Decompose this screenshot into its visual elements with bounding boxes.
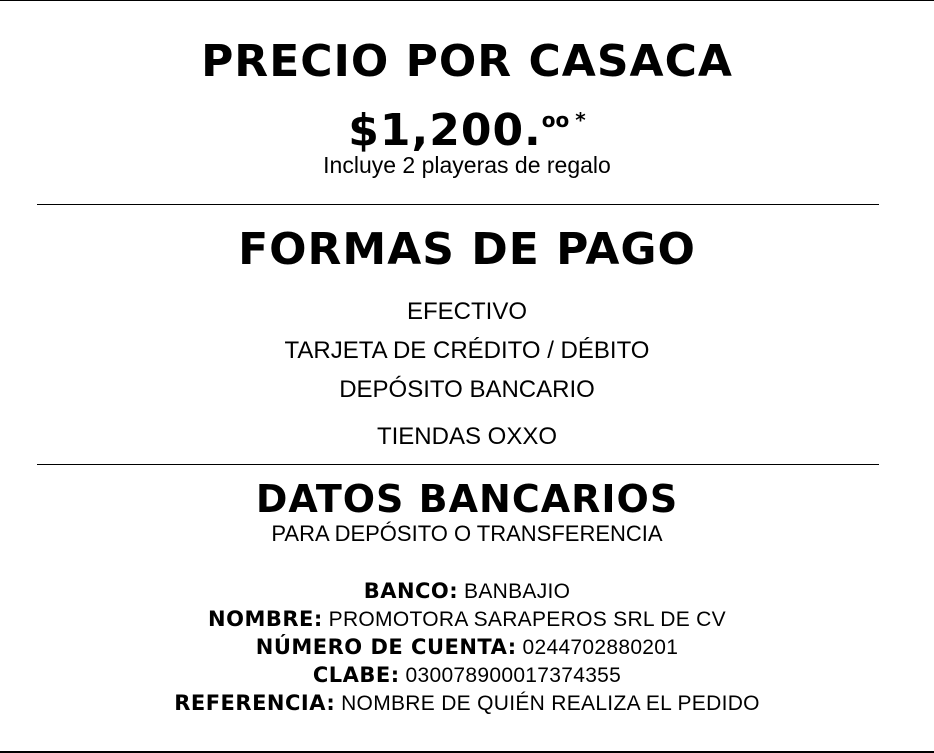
price-amount xyxy=(0,94,934,157)
bank-row-value: PROMOTORA SARAPEROS SRL DE CV xyxy=(328,608,726,631)
price-amount-value: $1,200. xyxy=(348,105,542,156)
payment-method: TARJETA DE CRÉDITO / DÉBITO xyxy=(284,337,650,364)
price-asterisk: * xyxy=(575,108,586,132)
bank-row-key: CLABE: xyxy=(312,663,400,687)
price-note: Incluye 2 playeras de regalo xyxy=(323,152,611,178)
bank-row-value: 030078900017374355 xyxy=(405,664,622,687)
divider xyxy=(37,204,879,205)
bank-row-clabe xyxy=(0,661,934,690)
bank-row-key: NOMBRE: xyxy=(208,607,323,631)
top-border xyxy=(0,0,934,1)
bank-row-banco xyxy=(0,577,934,606)
bank-row-nombre xyxy=(0,605,934,634)
payment-method: TIENDAS OXXO xyxy=(376,423,558,450)
bank-row-key: REFERENCIA: xyxy=(174,691,336,715)
divider xyxy=(37,464,879,465)
bank-row-value: 0244702880201 xyxy=(522,636,679,659)
bank-row-key: BANCO: xyxy=(363,579,459,603)
bank-subtitle: PARA DEPÓSITO O TRANSFERENCIA xyxy=(271,521,663,546)
bank-row-key: NÚMERO DE CUENTA: xyxy=(255,635,517,659)
price-amount-cents: oo xyxy=(541,108,570,132)
bank-row-value: NOMBRE DE QUIÉN REALIZA EL PEDIDO xyxy=(341,692,760,715)
payment-method: DEPÓSITO BANCARIO xyxy=(339,376,595,403)
payment-method: EFECTIVO xyxy=(406,298,527,325)
bank-title: DATOS BANCARIOS xyxy=(255,477,679,521)
bank-row-value: BANBAJIO xyxy=(464,580,571,603)
bank-row-cuenta xyxy=(0,633,934,662)
bank-row-referencia xyxy=(0,689,934,718)
payment-title: FORMAS DE PAGO xyxy=(238,224,696,275)
price-title: PRECIO POR CASACA xyxy=(201,36,733,87)
